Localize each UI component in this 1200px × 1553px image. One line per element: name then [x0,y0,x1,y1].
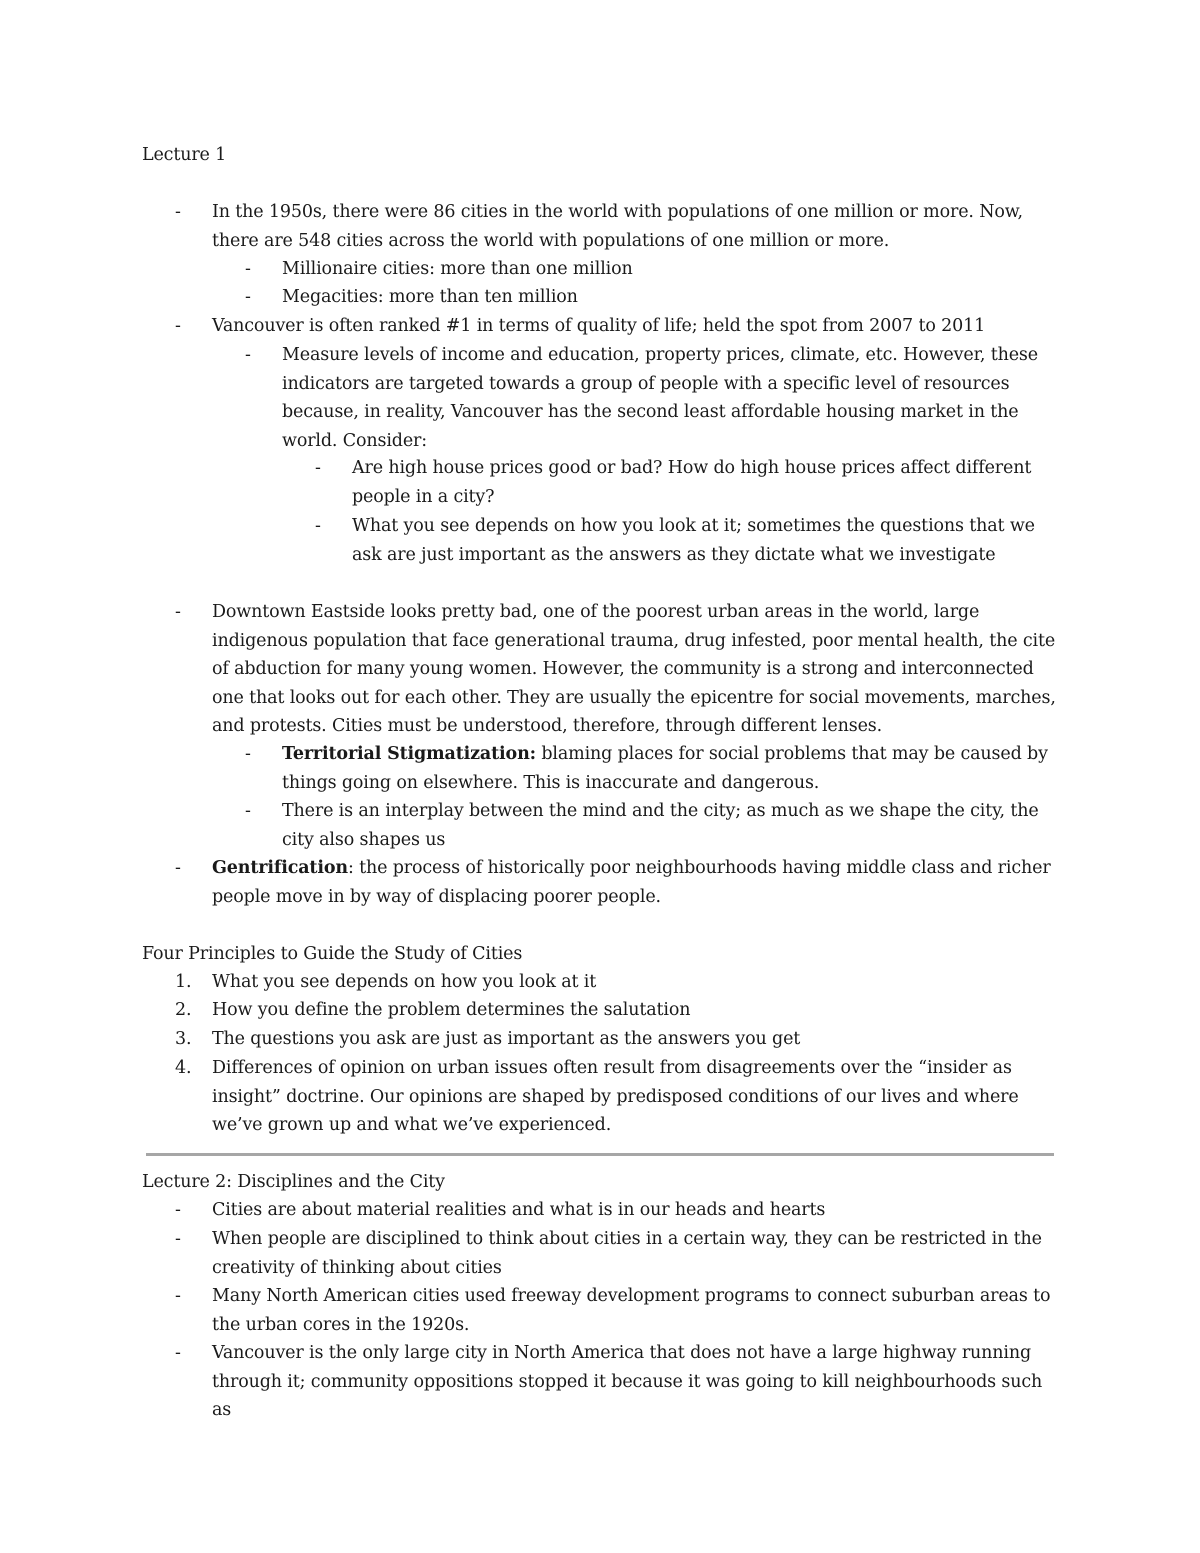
list-item-text: Megacities: more than ten million [282,287,578,307]
bullet-marker: - [245,287,251,307]
item-number: 3. [175,1029,192,1049]
bullet-marker: - [175,1200,181,1220]
term-gentrification: Gentrification [212,858,348,878]
list-item-text [282,740,1060,797]
list-item-text: Measure levels of income and education, property prices, climate, etc. However, these indicators are targeted towards a group of people with a specific level of resources because, in reality, Vancouver has the second least affordable housing market in the world. Consider: [282,345,1038,451]
list-item-text: Many North American cities used freeway development programs to connect suburban areas to the urban cores in the 1920s. [212,1286,1051,1335]
bullet-marker: - [175,602,181,622]
list-item-text: There is an interplay between the mind and the city; as much as we shape the city, the city also shapes us [282,801,1039,850]
principles-heading: Four Principles to Guide the Study of Cities [142,944,523,964]
item-number: 4. [175,1058,192,1078]
bullet-marker: - [245,801,251,821]
item-number: 1. [175,972,192,992]
list-item-text: Vancouver is the only large city in North America that does not have a large highway running through it; community oppositions stopped it because it was going to kill neighbourhoods such as [212,1343,1043,1420]
list-item-text: Vancouver is often ranked #1 in terms of quality of life; held the spot from 2007 to 2011 [212,316,986,336]
bullet-marker: - [245,259,251,279]
list-item-text: Millionaire cities: more than one million [282,259,633,279]
bullet-marker: - [175,1229,181,1249]
term-definition: blaming places for social problems that may be caused by things going on elsewhere. This is inaccurate and dangerous. [282,744,1048,793]
bullet-marker: - [175,1286,181,1306]
lecture-1-heading: Lecture 1 [142,145,227,165]
numbered-item-text: How you define the problem determines the salutation [212,1000,691,1020]
bullet-marker: - [175,1343,181,1363]
bullet-marker: - [175,202,181,222]
term-territorial-stigmatization: Territorial Stigmatization: [282,744,536,764]
list-item-text: Are high house prices good or bad? How do high house prices affect different people in a city? [352,458,1032,507]
list-item-text: What you see depends on how you look at it; sometimes the questions that we ask are just important as the answers as they dictate what we investigate [352,516,1035,565]
bullet-marker: - [175,316,181,336]
bullet-marker: - [315,458,321,478]
list-item-text: In the 1950s, there were 86 cities in the world with populations of one million or more. Now, there are 548 cities across the world with populations of one million or more. [212,202,1023,251]
numbered-item-text: Differences of opinion on urban issues often result from disagreements over the “insider as insight” doctrine. Our opinions are shaped by predisposed conditions of our lives and where we’ve grown up and what we’ve experienced. [212,1058,1019,1135]
lecture-2-heading: Lecture 2: Disciplines and the City [142,1172,445,1192]
bullet-marker: - [245,345,251,365]
bullet-marker: - [175,858,181,878]
horizontal-divider [146,1153,1054,1156]
list-item-text: Downtown Eastside looks pretty bad, one of the poorest urban areas in the world, large indigenous population that face generational trauma, drug infested, poor mental health, the cite of abduction for many young women. However, the community is a strong and interconnected one that looks out for each other. They are usually the epicentre for social movements, marches, and protests. Cities must be understood, therefore, through different lenses. [212,602,1056,736]
numbered-item-text: The questions you ask are just as important as the answers you get [212,1029,801,1049]
list-item-text: Cities are about material realities and what is in our heads and hearts [212,1200,826,1220]
item-number: 2. [175,1000,192,1020]
bullet-marker: - [315,516,321,536]
bullet-marker: - [245,744,251,764]
list-item-text [212,854,1060,911]
numbered-item-text: What you see depends on how you look at it [212,972,597,992]
list-item-text: When people are disciplined to think about cities in a certain way, they can be restricted in the creativity of thinking about cities [212,1229,1042,1278]
term-definition: : the process of historically poor neighbourhoods having middle class and richer people move in by way of displacing poorer people. [212,858,1051,907]
